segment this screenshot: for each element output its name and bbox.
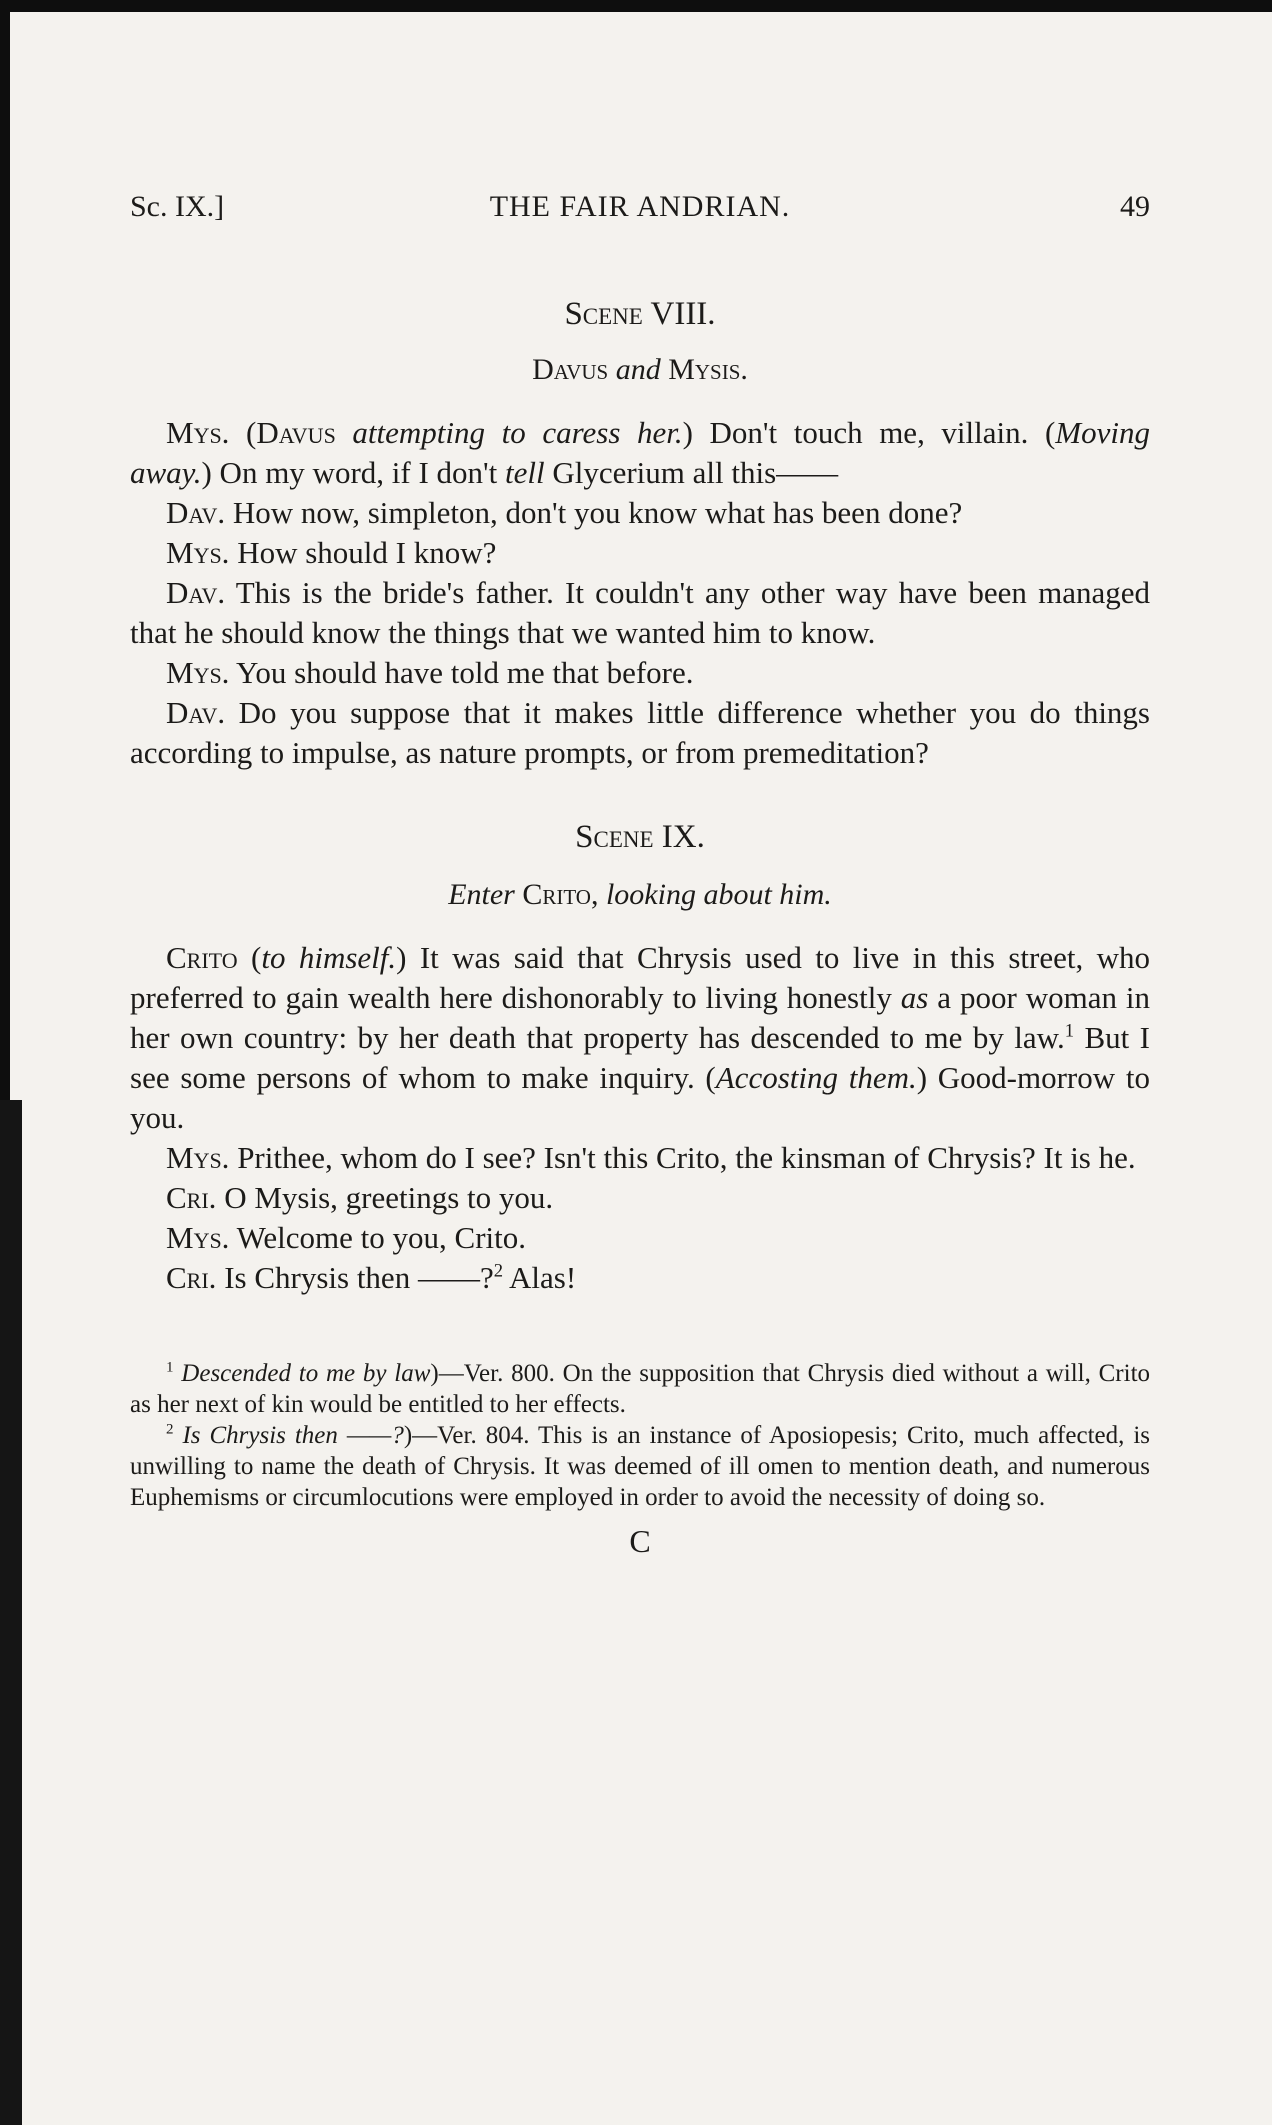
speaker-name: Dav. <box>166 695 226 730</box>
speaker-name: Mys. <box>166 415 230 450</box>
speech: Dav. This is the bride's father. It couldn't any other way have been managed that he should know the things that we wanted him to know. <box>130 575 1150 650</box>
signature-mark: C <box>629 1523 651 1559</box>
scene-8 <box>130 296 1150 773</box>
speech: Mys. Prithee, whom do I see? Isn't this Crito, the kinsman of Chrysis? It is he. <box>166 1140 1136 1175</box>
footnote: $^2$ Is Chrysis then ——?)—Ver. 804. This is an instance of Aposiopesis; Crito, much affected, is unwilling to name the death of Chrysis. It was deemed of ill omen to mention death, and numerous Euphemisms or circumlocutions were employed in order to avoid the necessity of doing so. <box>130 1421 1150 1511</box>
speaker-name: Dav. <box>166 575 226 610</box>
speech: Cri. Is Chrysis then ——?$^2$ Alas! <box>166 1260 577 1295</box>
page-number: 49 <box>1120 190 1150 223</box>
speaker-name: Mys. <box>166 1140 230 1175</box>
speaker-name: Dav. <box>166 495 226 530</box>
scene-8-dialogue <box>130 413 1150 773</box>
speaker-name: Mys. <box>166 535 230 570</box>
speaker-name: Mys. <box>166 655 230 690</box>
speech: Dav. How now, simpleton, don't you know what has been done? <box>166 495 963 530</box>
speaker-name: Cri. <box>166 1260 217 1295</box>
section-ref: Sc. IX.] <box>130 190 225 223</box>
speech: Mys. (Davus attempting to caress her.) Don't touch me, villain. (Moving away.) On my word, if I don't tell Glycerium all this—— <box>130 415 1150 490</box>
speaker-name: Cri. <box>166 1180 217 1215</box>
footnote-mark: 2 <box>166 1421 174 1438</box>
speech: Cri. O Mysis, greetings to you. <box>166 1180 554 1215</box>
scene-9-title: Scene IX. <box>575 819 705 855</box>
speech: Mys. You should have told me that before. <box>166 655 694 690</box>
speaker-name: Mys. <box>166 1220 230 1255</box>
speech: Crito (to himself.) It was said that Chrysis used to live in this street, who preferred to gain wealth here dishonorably to living honestly as a poor woman in her own country: by her death that property has descended to me by law.$^1$ But I see some persons of whom to make inquiry. (Accosting them.) Good-morrow to you. <box>130 940 1150 1135</box>
footnotes <box>130 1358 1150 1513</box>
book-page <box>130 190 1150 1560</box>
speaker-name: Crito <box>166 940 238 975</box>
scene-9-stage-direction: Enter Crito, looking about him. <box>448 878 832 911</box>
footnote-lemma: Descended to me by law <box>181 1360 431 1387</box>
scene-9 <box>130 819 1150 1298</box>
scene-8-cast: Davus and Mysis. <box>532 353 748 386</box>
footnote-lemma: Is Chrysis then ——? <box>182 1422 404 1449</box>
running-head <box>130 190 1150 240</box>
running-title: THE FAIR ANDRIAN. <box>489 190 791 223</box>
top-scan-border <box>0 0 1272 12</box>
speech: Mys. How should I know? <box>166 535 497 570</box>
scene-8-title: Scene VIII. <box>564 296 716 332</box>
left-scan-shadow <box>0 1100 22 2125</box>
footnote-mark: 1 <box>166 1359 174 1376</box>
scene-9-dialogue <box>130 938 1150 1298</box>
footnote: $^1$ Descended to me by law)—Ver. 800. On the supposition that Chrysis died without a will, Crito as her next of kin would be entitled to her effects. <box>130 1359 1151 1418</box>
speech: Mys. Welcome to you, Crito. <box>166 1220 526 1255</box>
speech: Dav. Do you suppose that it makes little difference whether you do things according to impulse, as nature prompts, or from premeditation? <box>130 695 1150 770</box>
